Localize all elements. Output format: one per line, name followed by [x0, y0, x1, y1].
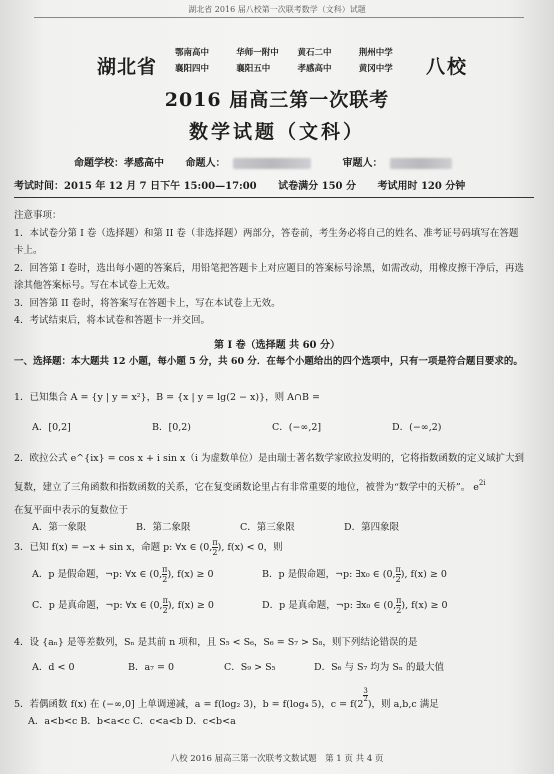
- frac-numerator: 3: [363, 687, 368, 695]
- school-name: 襄阳四中: [175, 64, 210, 74]
- question-stem-line: 2．欧拉公式 e^{ix} = cos x + i sin x（i 为虚数单位）是由瑞士著名数学家欧拉发明的，它将指数函数的定义域扩大到: [14, 453, 524, 464]
- frac-denominator: 2: [395, 575, 401, 584]
- school-name: 黄冈中学: [358, 64, 393, 74]
- notice-item: 2．回答第 I 卷时，选出每小题的答案后，用铅笔把答题卡上对应题目的答案标号涂黑，如需改动，用橡皮擦干净后，再选涂其他答案标号。写在本试卷上无效。: [14, 262, 524, 291]
- frac-numerator: π: [162, 565, 168, 574]
- question-options: [14, 519, 534, 536]
- question-5: [14, 688, 534, 730]
- frac-numerator: π: [212, 538, 218, 547]
- notice-item: 1．本试卷分第 I 卷（选择题）和第 II 卷（非选择题）两部分，答卷前，考生务必将自己的姓名、准考证号码填写在答题卡上。: [14, 227, 519, 256]
- divider: [14, 197, 534, 198]
- question-4: [14, 634, 534, 676]
- reviewer-label: 审题人：: [342, 158, 383, 169]
- redacted-author: [233, 158, 311, 169]
- question-3: [14, 538, 534, 615]
- option-text: ), f(x) ≥ 0: [401, 600, 448, 611]
- exam-title: 2016 届高三第一次联考: [164, 89, 390, 111]
- option-b: B．第二象限: [136, 522, 191, 533]
- option-text: C．p 是真命题，¬p: ∀x ∈ (0,: [32, 600, 163, 611]
- option-b: [262, 565, 447, 584]
- option-c: C．S₉ > S₅: [224, 662, 276, 673]
- question-options: [14, 565, 534, 584]
- school-name: 孝感高中: [297, 64, 332, 74]
- school-name: 黄石二中: [297, 48, 332, 58]
- author-label: 命题人：: [185, 158, 226, 169]
- full-score: 试卷满分 150 分: [278, 181, 356, 192]
- frac-denominator: 2: [162, 606, 168, 615]
- running-head: 湖北省 2016 届八校第一次联考数学（文科）试题: [188, 5, 366, 14]
- duration: 考试用时 120 分钟: [377, 181, 466, 192]
- option-c: [32, 596, 262, 615]
- question-options: [14, 596, 534, 615]
- option-a: A．d < 0: [32, 662, 75, 673]
- notice-block: [14, 207, 524, 330]
- stem-text: )，则 a,b,c 满足: [367, 699, 439, 710]
- question-stem: [14, 688, 534, 713]
- question-1: [14, 389, 534, 436]
- school-name: 鄂南高中: [175, 48, 210, 58]
- section-instruction: 一、选择题：本大题共 12 小题，每小题 5 分，共 60 分．在每个小题给出的四个选项中，只有一项是符合题目要求的。: [14, 356, 523, 367]
- e-exponent: 2i: [478, 479, 486, 487]
- school-name: 襄阳五中: [236, 64, 271, 74]
- frac-denominator: 2: [162, 575, 168, 584]
- school-label: 命题学校：孝感高中: [74, 158, 164, 169]
- question-stem: [14, 538, 534, 557]
- header-rule: [34, 17, 524, 18]
- school-name: 荆州中学: [358, 48, 393, 58]
- option-d: D．第四象限: [344, 522, 400, 533]
- question-stem-line: 在复平面中表示的复数位于: [14, 505, 129, 516]
- exam-info-row: [14, 177, 534, 192]
- frac-numerator: π: [395, 565, 401, 574]
- province-title: 湖北省: [97, 56, 158, 78]
- option-a: A．[0,2]: [32, 422, 71, 433]
- option-text: D．p 是真命题，¬p: ∃x₀ ∈ (0,: [262, 600, 397, 611]
- notice-heading: 注意事项：: [14, 210, 62, 221]
- option-a: [32, 565, 262, 584]
- question-options: [14, 419, 534, 436]
- question-stem-line: [14, 475, 534, 496]
- question-stem: 1．已知集合 A = {y | y = x²}，B = {x | y = lg(2 − x)}，则 A∩B =: [14, 392, 320, 403]
- e-power: e: [473, 482, 479, 493]
- frac-denominator: 2: [212, 548, 218, 557]
- frac-denominator: 2: [363, 695, 368, 703]
- option-a: A．第一象限: [32, 522, 87, 533]
- section-title: 第 I 卷（选择题 共 60 分）: [213, 340, 340, 351]
- frac-numerator: π: [396, 596, 402, 605]
- stem-text: 5．若偶函数 f(x) 在 (−∞,0] 上单调递减，a = f(log₂ 3)，b = f(log₄ 5)，c = f(2: [14, 699, 364, 710]
- notice-item: 4．考试结束后，将本试卷和答题卡一并交回。: [14, 315, 211, 326]
- option-text: ), f(x) ≥ 0: [167, 600, 214, 611]
- option-text: B．p 是假命题，¬p: ∃x₀ ∈ (0,: [262, 569, 396, 580]
- option-c: C．第三象限: [240, 522, 295, 533]
- stem-text: 3．已知 f(x) = −x + sin x，命题 p: ∀x ∈ (0,: [14, 542, 213, 553]
- frac-denominator: 2: [396, 606, 402, 615]
- school-name: 华师一附中: [236, 48, 279, 58]
- option-text: ), f(x) ≥ 0: [167, 569, 214, 580]
- option-d: D．S₆ 与 S₇ 均为 Sₙ 的最大值: [314, 662, 444, 673]
- question-options: A．a<b<c B．b<a<c C．c<a<b D．c<b<a: [28, 716, 236, 727]
- exam-subtitle: 数学试题（文科）: [188, 121, 365, 143]
- option-text: ), f(x) ≥ 0: [400, 569, 447, 580]
- school-list: [175, 46, 420, 74]
- option-c: C．(−∞,2]: [272, 422, 322, 433]
- option-d: [262, 596, 448, 615]
- question-options: [14, 659, 534, 676]
- question-stem-text: 复数，建立了三角函数和指数函数的关系，它在复变函数论里占有非常重要的地位，被誉为“数学中的天桥”。: [14, 482, 471, 493]
- frac-numerator: π: [162, 596, 168, 605]
- eight-schools-title: 八校: [426, 56, 469, 78]
- exam-time: 考试时间：2015 年 12 月 7 日下午 15:00—17:00: [14, 181, 257, 192]
- question-2: [14, 450, 534, 536]
- redacted-reviewer: [390, 158, 452, 169]
- page-footer: 八校 2016 届高三第一次联考文数试题 第 1 页 共 4 页: [170, 754, 384, 764]
- question-stem: 4．设 {aₙ} 是等差数列，Sₙ 是其前 n 项和，且 S₅ < S₆，S₆ = S₇ > S₈，则下列结论错误的是: [14, 637, 418, 648]
- option-text: A．p 是假命题，¬p: ∀x ∈ (0,: [32, 569, 163, 580]
- option-b: B．[0,2): [152, 422, 192, 433]
- option-d: D．(−∞,2): [392, 422, 442, 433]
- option-b: B．a₇ = 0: [128, 662, 174, 673]
- stem-text: ), f(x) < 0，则: [217, 542, 283, 553]
- notice-item: 3．回答第 II 卷时，将答案写在答题卡上，写在本试卷上无效。: [14, 297, 281, 309]
- author-row: [74, 154, 524, 169]
